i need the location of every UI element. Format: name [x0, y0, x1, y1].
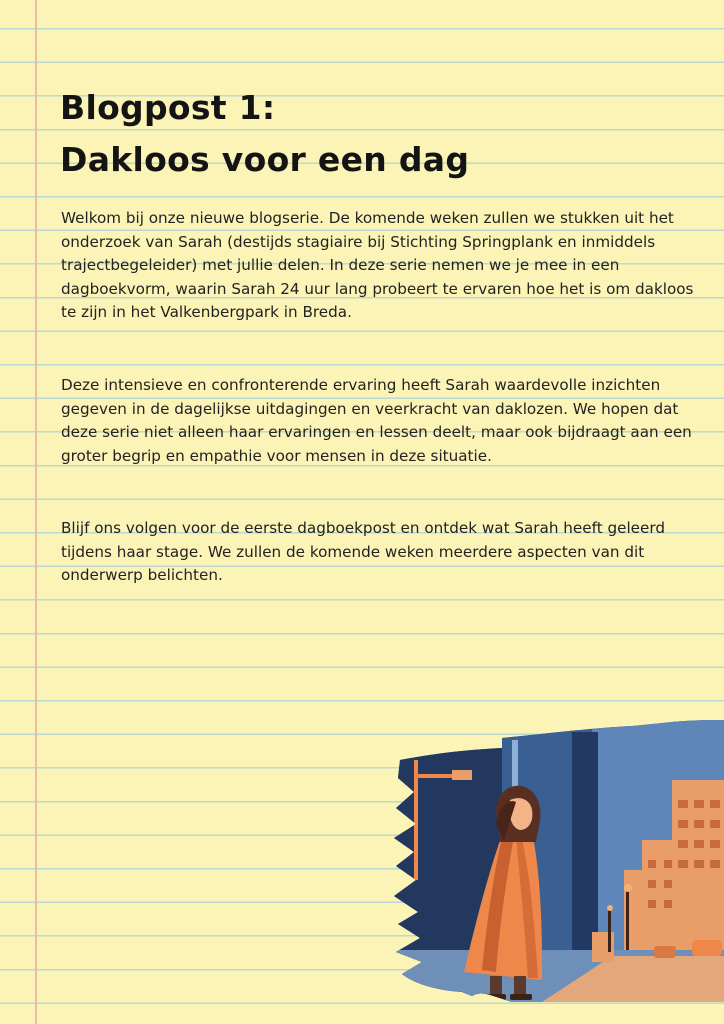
follow-paragraph: Blijf ons volgen voor de eerste dagboekpost en ontdek wat Sarah heeft geleerd tijdens haar stage. We zullen de komende weken meerdere aspecten van dit onderwerp belichten. [61, 519, 665, 585]
page-title [60, 82, 469, 186]
intro-paragraph: Welkom bij onze nieuwe blogserie. De komende weken zullen we stukken uit het onderzoek van Sarah (destijds stagiaire bij Stichting Springplank en inmiddels trajectbegeleider) met jullie delen. In deze serie nemen we je mee in een dagboekvorm, waarin Sarah 24 uur lang probeert te ervaren hoe het is om dakloos te zijn in het Valkenbergpark in Breda. [61, 209, 694, 322]
woman-in-city-street-illustration [392, 720, 724, 1002]
experience-paragraph: Deze intensieve en confronterende ervaring heeft Sarah waardevolle inzichten gegeven in de dagelijkse uitdagingen en veerkracht van daklozen. We hopen dat deze serie niet alleen haar ervaringen en lessen deelt, maar ook bijdraagt aan een groter begrip en empathie voor mensen in deze situatie. [61, 376, 692, 465]
title-line-2: Dakloos voor een dag [60, 140, 470, 179]
title-line-1: Blogpost 1: [60, 88, 276, 127]
notebook-margin-line [35, 0, 37, 1024]
